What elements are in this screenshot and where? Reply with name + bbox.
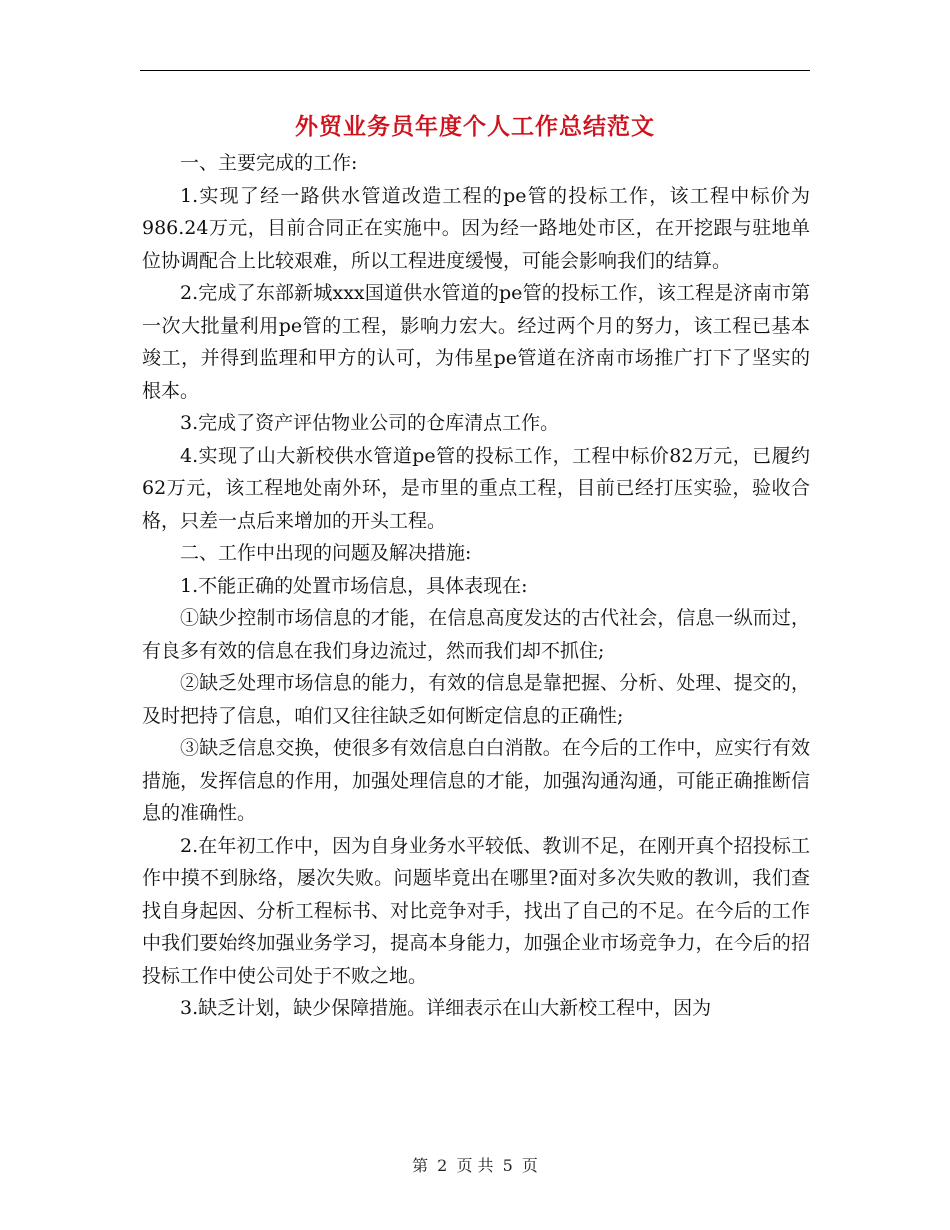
- paragraph: 2.完成了东部新城xxx国道供水管道的pe管的投标工作，该工程是济南市第一次大批量利用pe管的工程，影响力宏大。经过两个月的努力，该工程已基本竣工，并得到监理和甲方的认可，为伟星pe管道在济南市场推广打下了坚实的根本。: [142, 282, 810, 402]
- footer-page-number: 2: [437, 1156, 448, 1175]
- document-title: 外贸业务员年度个人工作总结范文: [295, 113, 655, 140]
- footer-middle: 页 共: [456, 1156, 494, 1175]
- footer-prefix: 第: [412, 1156, 429, 1175]
- paragraph: 2.在年初工作中，因为自身业务水平较低、教训不足，在刚开真个招投标工作中摸不到脉络，屡次失败。问题毕竟出在哪里?面对多次失败的教训，我们查找自身起因、分析工程标书、对比竞争对手，找出了自己的不足。在今后的工作中我们要始终加强业务学习，提高本身能力，加强企业市场竞争力，在今后的招投标工作中使公司处于不败之地。: [142, 834, 810, 987]
- document-body: [142, 147, 810, 1025]
- header-rule: [140, 70, 810, 71]
- paragraph: ①缺少控制市场信息的才能，在信息高度发达的古代社会，信息一纵而过，有良多有效的信息在我们身边流过，然而我们却不抓住;: [142, 607, 810, 662]
- page-footer: [0, 1153, 950, 1176]
- footer-total-pages: 5: [502, 1156, 513, 1175]
- section-heading-2: 二、工作中出现的问题及解决措施:: [180, 542, 472, 564]
- footer-suffix: 页: [521, 1156, 538, 1175]
- paragraph: 3.完成了资产评估物业公司的仓库清点工作。: [180, 412, 560, 434]
- section-heading-1: 一、主要完成的工作:: [180, 152, 358, 174]
- paragraph: 1.实现了经一路供水管道改造工程的pe管的投标工作，该工程中标价为986.24万元，目前合同正在实施中。因为经一路地处市区，在开挖跟与驻地单位协调配合上比较艰难，所以工程进度缓慢，可能会影响我们的结算。: [142, 184, 810, 272]
- paragraph: 3.缺乏计划，缺少保障措施。详细表示在山大新校工程中，因为: [180, 997, 712, 1019]
- paragraph: ②缺乏处理市场信息的能力，有效的信息是靠把握、分析、处理、提交的，及时把持了信息，咱们又往往缺乏如何断定信息的正确性;: [142, 672, 810, 727]
- paragraph: 4.实现了山大新校供水管道pe管的投标工作，工程中标价82万元，已履约62万元，该工程地处南外环，是市里的重点工程，目前已经打压实验，验收合格，只差一点后来增加的开头工程。: [142, 444, 810, 532]
- paragraph: 1.不能正确的处置市场信息，具体表现在:: [180, 574, 528, 597]
- paragraph: ③缺乏信息交换，使很多有效信息白白消散。在今后的工作中，应实行有效措施，发挥信息的作用，加强处理信息的才能，加强沟通沟通，可能正确推断信息的准确性。: [142, 737, 810, 824]
